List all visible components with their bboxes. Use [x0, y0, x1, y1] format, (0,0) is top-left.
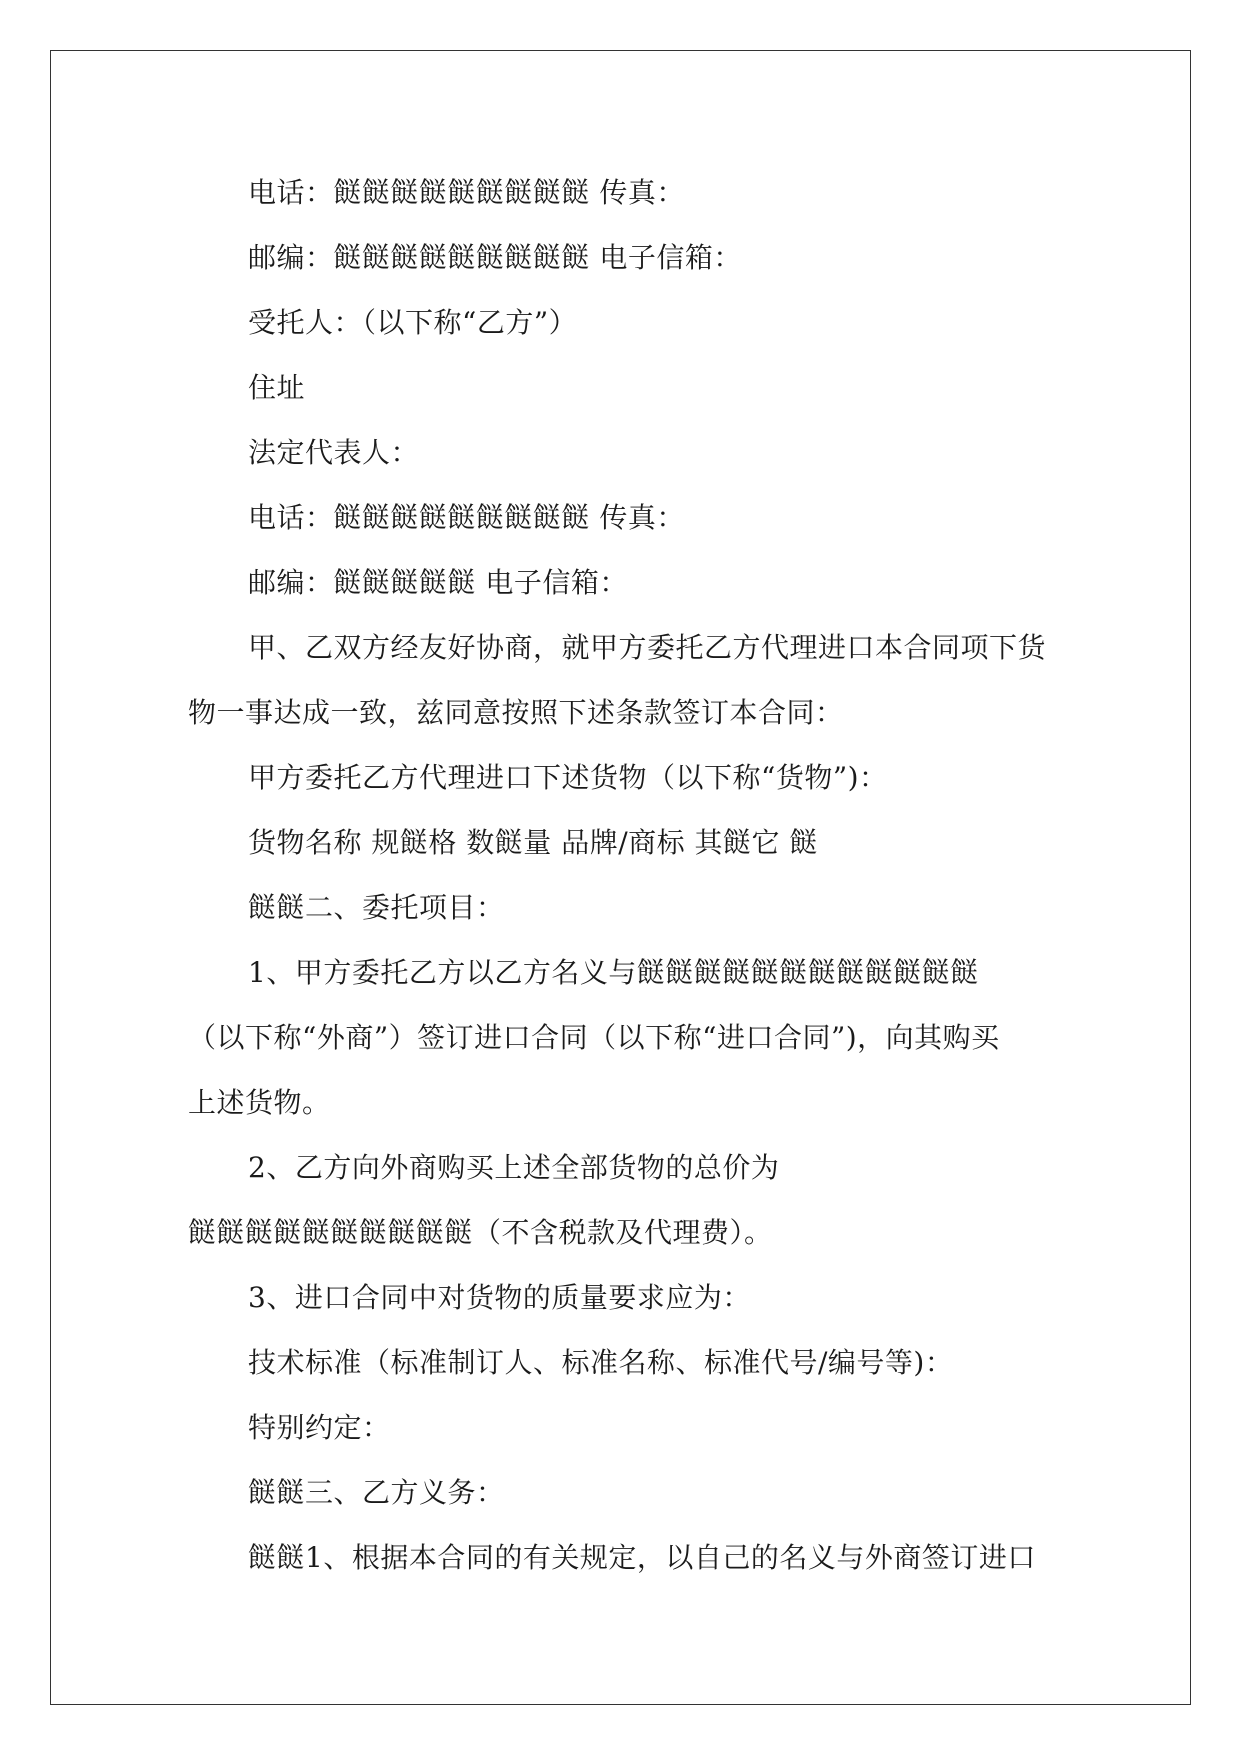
- paragraph-line: 3、进口合同中对货物的质量要求应为：: [248, 1281, 751, 1314]
- paragraph-line: 电话：餸餸餸餸餸餸餸餸餸 传真：: [248, 176, 685, 209]
- paragraph-line: 1、甲方委托乙方以乙方名义与餸餸餸餸餸餸餸餸餸餸餸餸: [248, 956, 979, 989]
- paragraph-line: 餸餸二、委托项目：: [248, 891, 505, 924]
- paragraph-line: 法定代表人：: [248, 436, 420, 469]
- paragraph-line: 住址: [248, 371, 306, 404]
- paragraph-line: 邮编：餸餸餸餸餸餸餸餸餸 电子信箱：: [248, 241, 742, 274]
- paragraph-line: 餸餸餸餸餸餸餸餸餸餸（不含税款及代理费）。: [188, 1216, 773, 1249]
- paragraph-line: 上述货物。: [188, 1086, 331, 1119]
- paragraph-line: 电话：餸餸餸餸餸餸餸餸餸 传真：: [248, 501, 685, 534]
- paragraph-line: 特别约定：: [248, 1411, 391, 1444]
- paragraph-line: 餸餸1、根据本合同的有关规定，以自己的名义与外商签订进口: [248, 1541, 1036, 1574]
- paragraph-line: 邮编：餸餸餸餸餸 电子信箱：: [248, 566, 628, 599]
- document-body: [188, 160, 1068, 1590]
- paragraph-line: （以下称“外商”）签订进口合同（以下称“进口合同”)，向其购买: [188, 1021, 1000, 1054]
- paragraph-line: 2、乙方向外商购买上述全部货物的总价为: [248, 1151, 780, 1184]
- paragraph-line: 受托人：（以下称“乙方”）: [248, 306, 578, 339]
- paragraph-line: 甲、乙双方经友好协商，就甲方委托乙方代理进口本合同项下货: [248, 631, 1047, 664]
- paragraph-line: 物一事达成一致，兹同意按照下述条款签订本合同：: [188, 696, 844, 729]
- paragraph-line: 甲方委托乙方代理进口下述货物（以下称“货物”)：: [248, 761, 888, 794]
- paragraph-line: 货物名称 规餸格 数餸量 品牌/商标 其餸它 餸: [248, 826, 818, 859]
- paragraph-line: 技术标准（标准制订人、标准名称、标准代号/编号等)：: [248, 1346, 954, 1379]
- paragraph-line: 餸餸三、乙方义务：: [248, 1476, 505, 1509]
